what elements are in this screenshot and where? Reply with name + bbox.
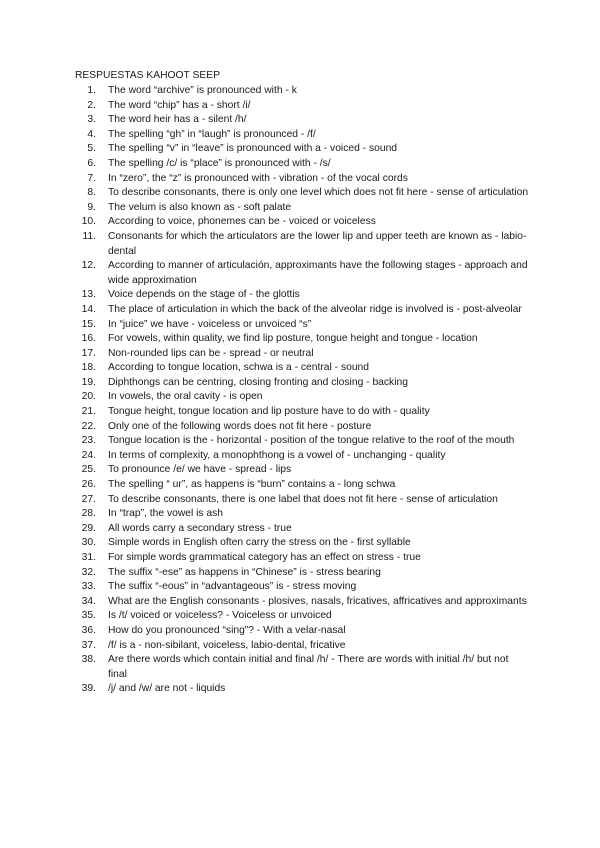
- list-item-text: In “trap”, the vowel is ash: [108, 508, 224, 520]
- list-item-number: 22.: [81, 420, 96, 432]
- list-item: [0, 157, 600, 172]
- list-item-text: Tongue location is the - horizontal - position of the tongue relative to the roof of the mouth: [108, 435, 515, 447]
- list-item: [0, 420, 600, 435]
- list-item-number: 10.: [81, 216, 96, 228]
- list-item-text: The word “archive” is pronounced with - k: [108, 85, 297, 96]
- list-item-number: 30.: [81, 537, 96, 549]
- list-item-text: What are the English consonants - plosives, nasals, fricatives, affricatives and approximants: [108, 595, 527, 607]
- list-item-number: 18.: [81, 362, 96, 374]
- list-item: [0, 303, 600, 318]
- list-item-number: 12.: [81, 260, 96, 272]
- list-item-text: In “zero”, the “z” is pronounced with - vibration - of the vocal cords: [108, 172, 408, 184]
- list-item-number: 23.: [81, 435, 96, 447]
- list-item: [0, 84, 600, 99]
- list-item: [0, 99, 600, 114]
- list-item-text: The word “chip” has a - short /i/: [108, 99, 251, 111]
- list-item-number: 9.: [87, 201, 96, 213]
- list-item: [0, 259, 600, 288]
- list-item-number: 25.: [81, 464, 96, 476]
- list-item-text: Tongue height, tongue location and lip posture have to do with - quality: [108, 406, 430, 418]
- list-item: [0, 536, 600, 551]
- list-item-text: The velum is also known as - soft palate: [108, 201, 292, 213]
- list-item: [0, 595, 600, 610]
- list-item-number: 36.: [81, 624, 96, 636]
- list-item-number: 14.: [81, 303, 96, 315]
- list-item: [0, 215, 600, 230]
- list-item-number: 13.: [81, 289, 96, 301]
- list-item: [0, 566, 600, 581]
- list-item: [0, 551, 600, 566]
- list-item-number: 20.: [81, 391, 96, 403]
- list-item: [0, 639, 600, 654]
- list-item: [0, 609, 600, 624]
- list-item-number: 17.: [81, 347, 96, 359]
- list-item-text: Voice depends on the stage of - the glottis: [108, 289, 300, 301]
- list-item-text: In vowels, the oral cavity - is open: [108, 391, 263, 403]
- list-item-text: To describe consonants, there is one label that does not fit here - sense of articulation: [108, 493, 498, 505]
- list-item-text: Is /t/ voiced or voiceless? - Voiceless or unvoiced: [108, 610, 332, 622]
- list-item-text: According to voice, phonemes can be - voiced or voiceless: [108, 216, 376, 228]
- document-title: RESPUESTAS KAHOOT SEEP: [75, 70, 220, 81]
- list-item-number: 7.: [87, 172, 96, 184]
- list-item-text: In “juice” we have - voiceless or unvoiced “s”: [108, 318, 312, 330]
- list-item-text: Consonants for which the articulators are the lower lip and upper teeth are known as - labio-dental: [108, 230, 527, 257]
- list-item-text: The spelling “ ur”, as happens is “burn” contains a - long schwa: [108, 479, 396, 491]
- list-item: [0, 405, 600, 420]
- list-item: [0, 113, 600, 128]
- list-item: [0, 376, 600, 391]
- list-item-text: According to tongue location, schwa is a - central - sound: [108, 362, 369, 374]
- list-item-text: All words carry a secondary stress - true: [108, 522, 292, 534]
- list-item: [0, 201, 600, 216]
- list-item-text: The spelling “v” in “leave” is pronounced with a - voiced - sound: [108, 143, 398, 155]
- list-item-number: 26.: [81, 479, 96, 491]
- list-item-text: Non-rounded lips can be - spread - or neutral: [108, 347, 314, 359]
- list-item-text: The word heir has a - silent /h/: [108, 114, 247, 126]
- list-item-number: 33.: [81, 581, 96, 593]
- list-item-number: 28.: [81, 508, 96, 520]
- list-item: [0, 172, 600, 187]
- list-item: [0, 653, 600, 682]
- list-item-number: 21.: [81, 406, 96, 418]
- list-item: [0, 186, 600, 201]
- list-item: [0, 522, 600, 537]
- list-item-number: 29.: [81, 522, 96, 534]
- list-item-number: 3.: [87, 114, 96, 126]
- list-item-number: 6.: [87, 157, 96, 169]
- list-item-text: /f/ is a - non-sibilant, voiceless, labio-dental, fricative: [108, 639, 346, 651]
- list-item: [0, 347, 600, 362]
- list-item: [0, 682, 600, 697]
- list-item: [0, 390, 600, 405]
- list-item-number: 5.: [87, 143, 96, 155]
- list-item-number: 38.: [81, 654, 96, 666]
- list-item-text: Only one of the following words does not fit here - posture: [108, 420, 372, 432]
- list-item-text: According to manner of articulación, approximants have the following stages - approach and wide approximation: [108, 260, 528, 286]
- list-item-text: To pronounce /e/ we have - spread - lips: [108, 464, 292, 476]
- list-item-number: 32.: [81, 566, 96, 578]
- list-item-text: For simple words grammatical category has an effect on stress - true: [108, 552, 421, 563]
- list-item-number: 24.: [81, 449, 96, 461]
- list-item: [0, 288, 600, 303]
- list-item-text: To describe consonants, there is only one level which does not fit here - sense of articulation: [108, 187, 529, 199]
- list-item-number: 2.: [87, 99, 96, 111]
- list-item: [0, 507, 600, 522]
- list-item-number: 31.: [81, 552, 96, 563]
- list-item-text: For vowels, within quality, we find lip posture, tongue height and tongue - location: [108, 333, 478, 345]
- list-item-number: 1.: [87, 85, 96, 96]
- list-item-number: 19.: [81, 376, 96, 388]
- list-item-number: 11.: [82, 230, 96, 242]
- list-item-text: The spelling /c/ is “place” is pronounced with - /s/: [108, 157, 331, 169]
- list-item-number: 4.: [87, 128, 96, 140]
- list-item-number: 27.: [81, 493, 96, 505]
- answer-list: [0, 84, 600, 697]
- list-item: [0, 493, 600, 508]
- list-item-number: 8.: [87, 187, 96, 199]
- list-item: [0, 624, 600, 639]
- list-item: [0, 463, 600, 478]
- list-item-number: 37.: [81, 639, 96, 651]
- list-item-number: 35.: [81, 610, 96, 622]
- list-item-text: The suffix “-eous” in “advantageous” is - stress moving: [108, 581, 357, 593]
- list-item: [0, 332, 600, 347]
- list-item: [0, 580, 600, 595]
- list-item: [0, 361, 600, 376]
- list-item-text: The spelling “gh” in “laugh” is pronounced - /f/: [108, 128, 316, 140]
- list-item: [0, 230, 600, 259]
- list-item-number: 39.: [81, 683, 96, 695]
- list-item: [0, 434, 600, 449]
- list-item-text: Are there words which contain initial and final /h/ - There are words with initial /h/ but not final: [108, 654, 509, 680]
- list-item: [0, 128, 600, 143]
- list-item-text: Simple words in English often carry the stress on the - first syllable: [108, 537, 411, 549]
- list-item-number: 15.: [81, 318, 96, 330]
- list-item-text: How do you pronounced “sing”? - With a velar-nasal: [108, 624, 346, 636]
- list-item: [0, 449, 600, 464]
- list-item-text: In terms of complexity, a monophthong is a vowel of - unchanging - quality: [108, 449, 446, 461]
- list-item-text: The place of articulation in which the back of the alveolar ridge is involved is - post-alveolar: [108, 303, 522, 315]
- list-item-text: The suffix “-ese” as happens in “Chinese” is - stress bearing: [108, 566, 381, 578]
- list-item: [0, 318, 600, 333]
- list-item: [0, 142, 600, 157]
- list-item-text: /j/ and /w/ are not - liquids: [108, 683, 226, 695]
- list-item: [0, 478, 600, 493]
- list-item-number: 16.: [81, 333, 96, 345]
- list-item-text: Diphthongs can be centring, closing fronting and closing - backing: [108, 376, 408, 388]
- list-item-number: 34.: [81, 595, 96, 607]
